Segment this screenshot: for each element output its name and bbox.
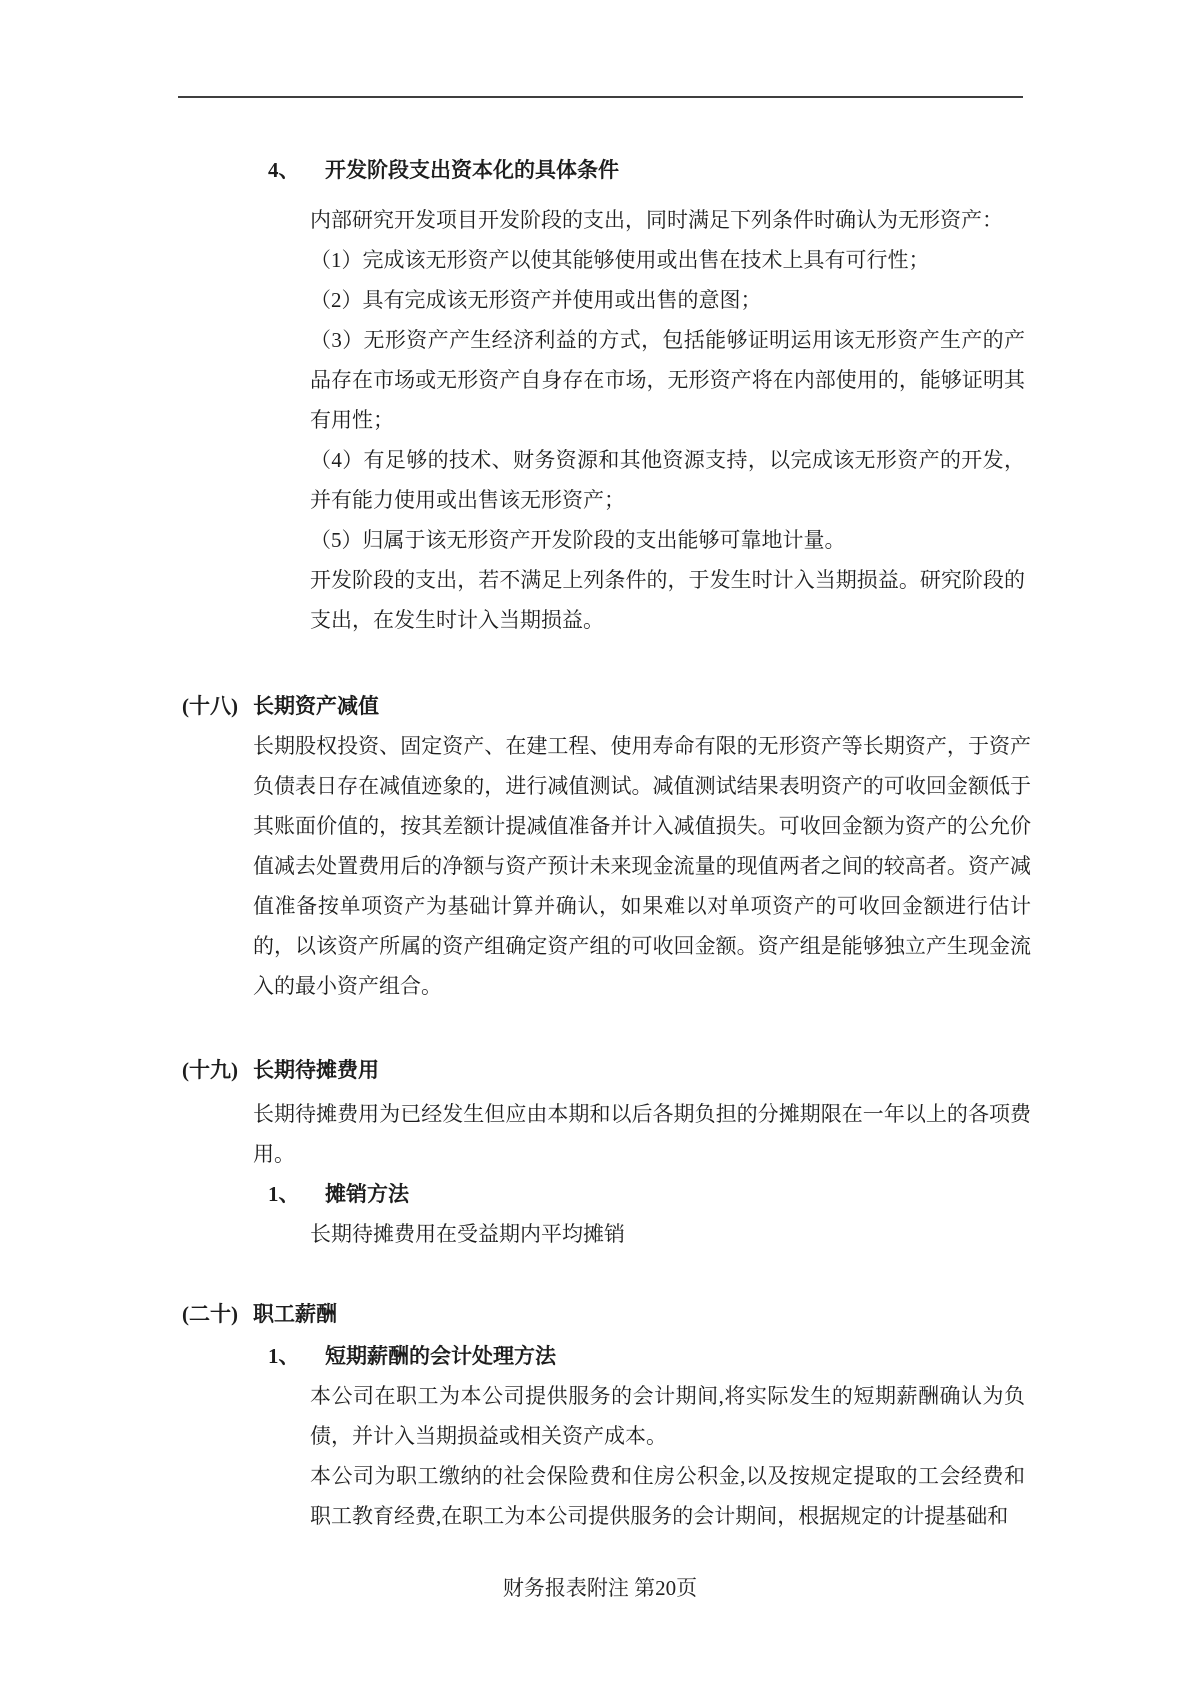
paragraph: （2）具有完成该无形资产并使用或出售的意图；: [310, 288, 762, 312]
section-4-title: 开发阶段支出资本化的具体条件: [325, 158, 619, 182]
section-19: [178, 1050, 1031, 1254]
section-20-sub1-heading: [178, 1336, 1023, 1376]
paragraph: （5）归属于该无形资产开发阶段的支出能够可靠地计量。: [310, 528, 846, 552]
section-4-body: [310, 200, 1025, 640]
paragraph: （1）完成该无形资产以使其能够使用或出售在技术上具有可行性；: [310, 248, 930, 272]
paragraph: 本公司为职工缴纳的社会保险费和住房公积金,以及按规定提取的工会经费和职工教育经费,在职工为本公司提供服务的会计期间，根据规定的计提基础和: [310, 1464, 1025, 1528]
section-19-sub1-body: [310, 1214, 1025, 1254]
paragraph: （3）无形资产产生经济利益的方式，包括能够证明运用该无形资产生产的产品存在市场或无形资产自身存在市场，无形资产将在内部使用的，能够证明其有用性；: [310, 328, 1025, 432]
paragraph: 本公司在职工为本公司提供服务的会计期间,将实际发生的短期薪酬确认为负债，并计入当期损益或相关资产成本。: [310, 1384, 1025, 1448]
paragraph: 内部研究开发项目开发阶段的支出，同时满足下列条件时确认为无形资产：: [310, 208, 1003, 232]
page-content: [178, 98, 1031, 1536]
page-footer: [0, 1572, 1200, 1602]
section-19-number: (十九): [182, 1058, 238, 1082]
section-19-sub1-number: 1、: [268, 1182, 300, 1206]
section-20-sub1-title: 短期薪酬的会计处理方法: [325, 1344, 556, 1368]
paragraph: 长期股权投资、固定资产、在建工程、使用寿命有限的无形资产等长期资产，于资产负债表日存在减值迹象的，进行减值测试。减值测试结果表明资产的可收回金额低于其账面价值的，按其差额计提减值准备并计入减值损失。可收回金额为资产的公允价值减去处置费用后的净额与资产预计未来现金流量的现值两者之间的较高者。资产减值准备按单项资产为基础计算并确认，如果难以对单项资产的可收回金额进行估计的，以该资产所属的资产组确定资产组的可收回金额。资产组是能够独立产生现金流入的最小资产组合。: [253, 734, 1031, 998]
section-19-heading: [178, 1050, 1023, 1090]
section-20-sub1-number: 1、: [268, 1344, 300, 1368]
paragraph: 长期待摊费用为已经发生但应由本期和以后各期负担的分摊期限在一年以上的各项费用。: [253, 1102, 1031, 1166]
section-20-heading: [178, 1294, 1023, 1334]
section-4-number: 4、: [268, 158, 300, 182]
section-19-sub1-heading: [178, 1174, 1023, 1214]
section-20-number: (二十): [182, 1302, 238, 1326]
section-18-heading: [178, 686, 1023, 726]
section-18-body: [253, 726, 1031, 1006]
section-19-title: 长期待摊费用: [253, 1058, 379, 1082]
section-20-sub1-body: [310, 1376, 1025, 1536]
section-19-sub1-title: 摊销方法: [325, 1182, 409, 1206]
section-4-heading: [178, 150, 1023, 190]
paragraph: 开发阶段的支出，若不满足上列条件的，于发生时计入当期损益。研究阶段的支出，在发生时计入当期损益。: [310, 568, 1025, 632]
section-20-title: 职工薪酬: [253, 1302, 337, 1326]
section-18-title: 长期资产减值: [253, 694, 379, 718]
section-18: [178, 686, 1031, 1006]
paragraph: 长期待摊费用在受益期内平均摊销: [310, 1222, 625, 1246]
section-19-body: [253, 1094, 1031, 1174]
page-footer-text: 财务报表附注 第20页: [502, 1576, 698, 1600]
section-18-number: (十八): [182, 694, 238, 718]
section-20: [178, 1294, 1023, 1536]
paragraph: （4）有足够的技术、财务资源和其他资源支持，以完成该无形资产的开发，并有能力使用或出售该无形资产；: [310, 448, 1025, 512]
